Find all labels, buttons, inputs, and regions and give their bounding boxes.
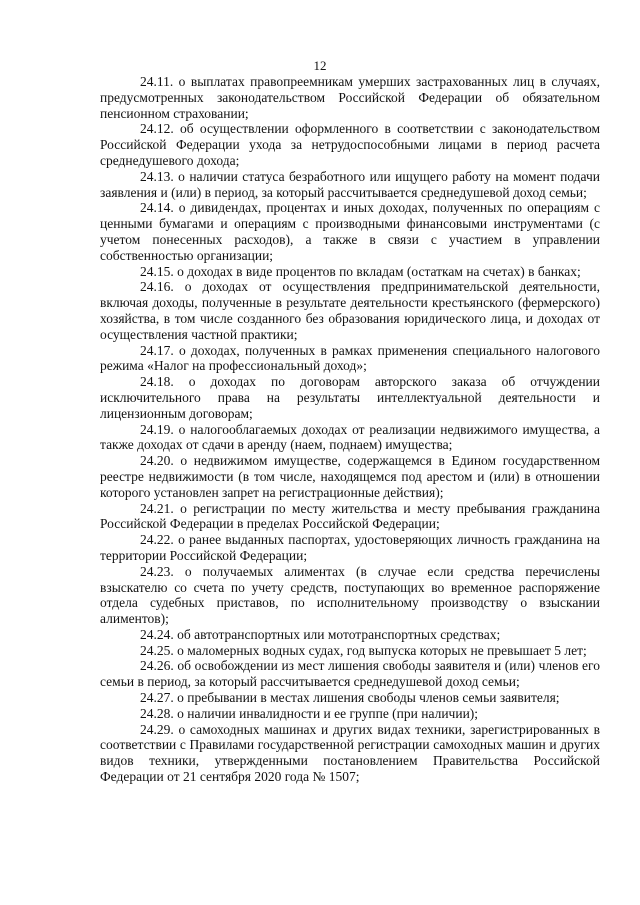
document-body [100, 74, 600, 785]
page-number: 12 [313, 58, 327, 73]
paragraph: 24.25. о маломерных водных судах, год выпуска которых не превышает 5 лет; [140, 642, 587, 658]
paragraph: 24.29. о самоходных машинах и других видах техники, зарегистрированных в соответствии с Правилами государственной регистрации самоходных машин и других видов техники, утвержденными постановлением Правительства Российской Федерации от 21 сентября 2020 года № 1507; [100, 721, 600, 785]
paragraph: 24.14. о дивидендах, процентах и иных доходах, полученных по операциям с ценными бумагами и операциям с производными финансовыми инструментами (с учетом понесенных расходов), а также в связи с участием в управлении собственностью организации; [100, 200, 600, 263]
paragraph: 24.18. о доходах по договорам авторского заказа об отчуждении исключительного права на результаты интеллектуальной деятельности и лицензионным договорам; [100, 374, 600, 421]
paragraph: 24.22. о ранее выданных паспортах, удостоверяющих личность гражданина на территории Российской Федерации; [100, 532, 600, 563]
paragraph: 24.24. об автотранспортных или мототранспортных средствах; [140, 626, 501, 642]
paragraph: 24.27. о пребывании в местах лишения свободы членов семьи заявителя; [140, 690, 560, 706]
paragraph: 24.17. о доходах, полученных в рамках применения специального налогового режима «Налог на профессиональный доход»; [100, 342, 600, 374]
paragraph: 24.28. о наличии инвалидности и ее группе (при наличии); [140, 705, 479, 721]
paragraph: 24.11. о выплатах правопреемникам умерших застрахованных лиц в случаях, предусмотренных законодательством Российской Федерации об обязательном пенсионном страховании; [100, 74, 600, 121]
paragraph: 24.23. о получаемых алиментах (в случае если средства перечислены взыскателю со счета по учету средств, поступающих во временное распоряжение отдела судебных приставов, по исполнительному производству о взыскании алиментов); [100, 563, 600, 627]
paragraph: 24.21. о регистрации по месту жительства и месту пребывания гражданина Российской Федерации в пределах Российской Федерации; [100, 500, 600, 532]
paragraph: 24.16. о доходах от осуществления предпринимательской деятельности, включая доходы, полученные в результате деятельности крестьянского (фермерского) хозяйства, в том числе созданного без образования юридического лица, и доходах от осуществления частной практики; [100, 279, 600, 342]
paragraph: 24.19. о налогооблагаемых доходах от реализации недвижимого имущества, а также доходах от сдачи в аренду (наем, поднаем) имущества; [100, 421, 600, 453]
paragraph: 24.26. об освобождении из мест лишения свободы заявителя и (или) членов его семьи в период, за который рассчитывается среднедушевой доход семьи; [100, 658, 600, 690]
paragraph: 24.13. о наличии статуса безработного или ищущего работу на момент подачи заявления и (или) в период, за который рассчитывается среднедушевой доход семьи; [100, 168, 600, 200]
paragraph: 24.12. об осуществлении оформленного в соответствии с законодательством Российской Федерации ухода за нетрудоспособными лицами в период расчета среднедушевого дохода; [100, 121, 600, 168]
paragraph: 24.20. о недвижимом имуществе, содержащемся в Едином государственном реестре недвижимости (в том числе, находящемся под арестом и (или) в отношении которого установлен запрет на регистрационные действия); [100, 453, 600, 500]
paragraph: 24.15. о доходах в виде процентов по вкладам (остаткам на счетах) в банках; [140, 263, 581, 279]
